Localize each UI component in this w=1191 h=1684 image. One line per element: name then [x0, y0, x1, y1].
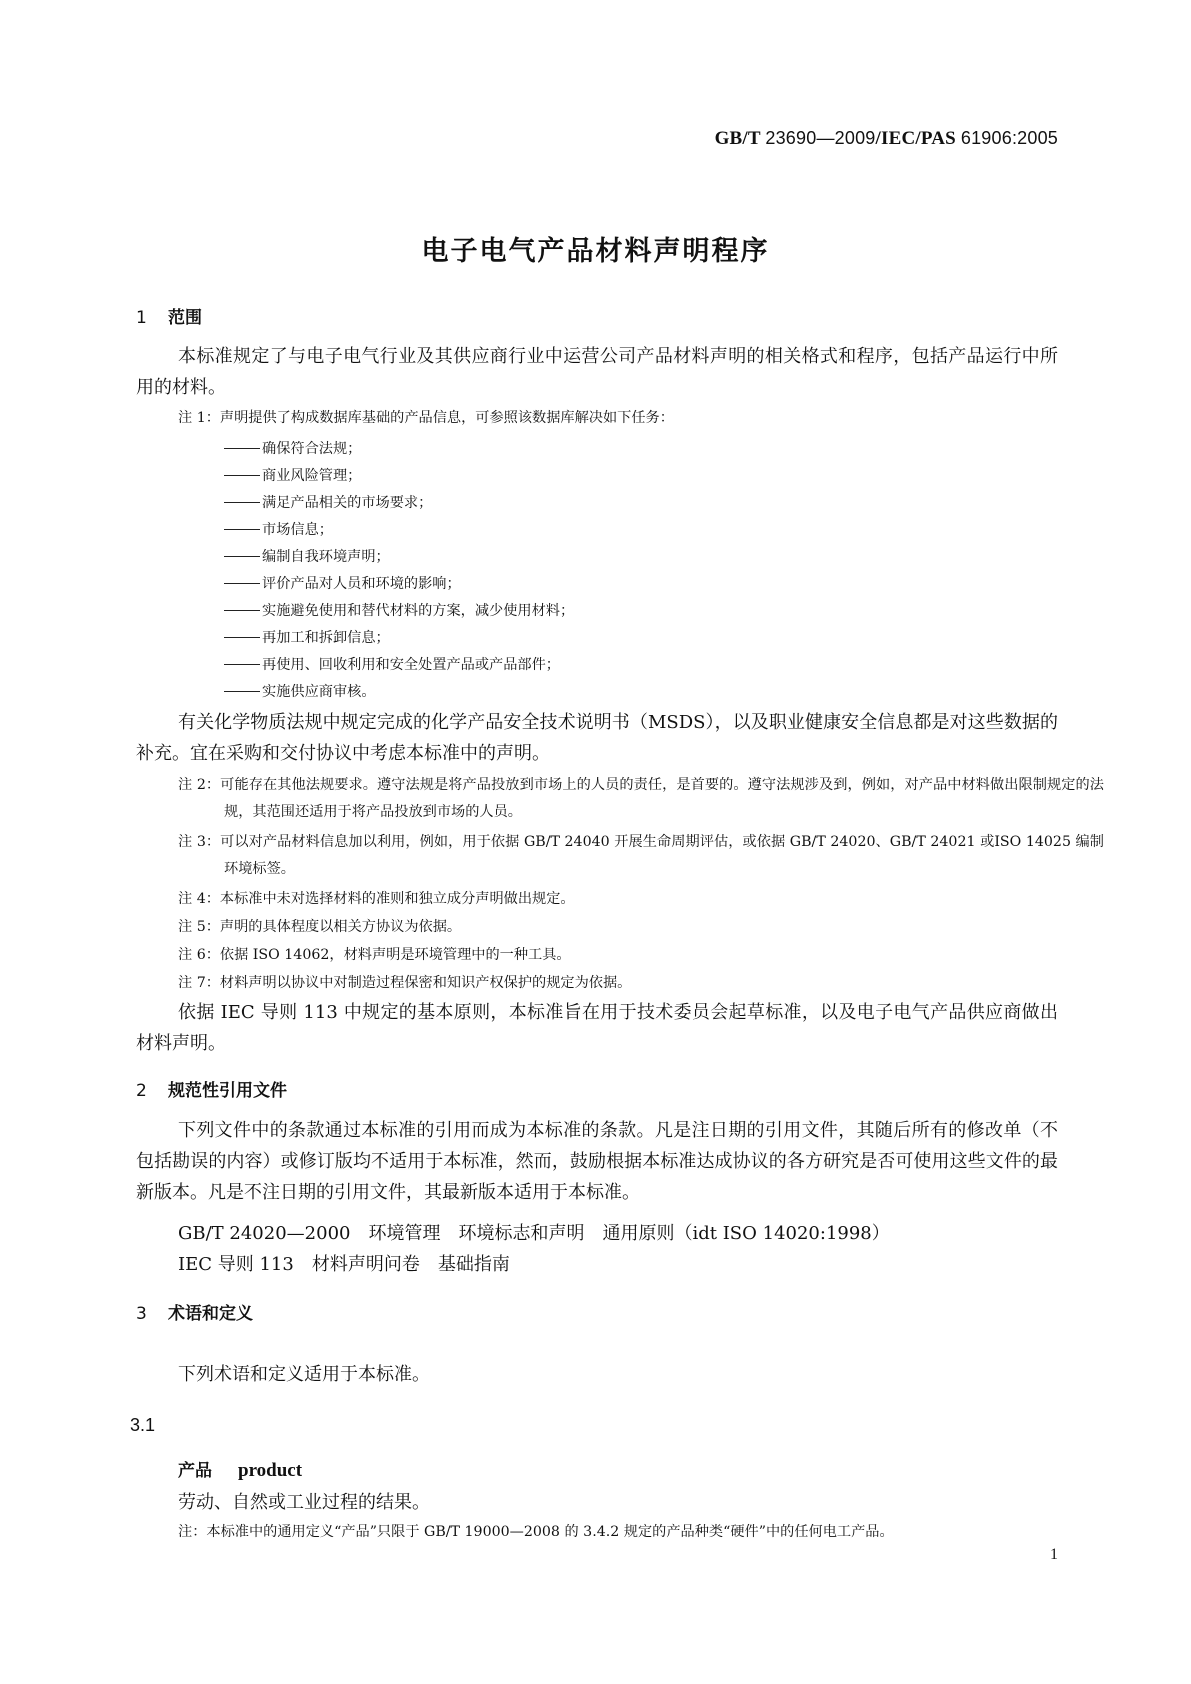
note-6: 注 6：依据 ISO 14062，材料声明是环境管理中的一种工具。: [178, 947, 571, 963]
document-title: 电子电气产品材料声明程序: [421, 236, 770, 267]
note-1-item: 再使用、回收利用和安全处置产品或产品部件；: [224, 654, 560, 674]
standard-code-number: 23690—2009: [765, 128, 876, 148]
term-english: product: [238, 1460, 303, 1481]
section-1-heading: [136, 303, 202, 328]
section-1-number: 1: [136, 308, 147, 328]
note-1-item: 实施避免使用和替代材料的方案，减少使用材料；: [224, 600, 574, 620]
section-2-title: 规范性引用文件: [168, 1081, 287, 1101]
section-2-paragraph-1: 下列文件中的条款通过本标准的引用而成为本标准的条款。凡是注日期的引用文件，其随后所有的修改单（不包括勘误的内容）或修订版均不适用于本标准，然而，鼓励根据本标准达成协议的各方研究是否可使用这些文件的最新版本。凡是不注日期的引用文件，其最新版本适用于本标准。: [136, 1120, 1058, 1203]
section-3-title: 术语和定义: [168, 1304, 253, 1324]
section-3-heading: [136, 1299, 253, 1324]
section-1-paragraph-3: 依据 IEC 导则 113 中规定的基本原则，本标准旨在用于技术委员会起草标准，以及电子电气产品供应商做出材料声明。: [136, 1002, 1058, 1054]
note-1-item: 市场信息；: [224, 519, 333, 539]
section-1-paragraph-1: 本标准规定了与电子电气行业及其供应商行业中运营公司产品材料声明的相关格式和程序，包括产品运行中所用的材料。: [136, 346, 1058, 398]
normative-reference: GB/T 24020—2000 环境管理 环境标志和声明 通用原则（idt ISO 14020:1998）: [178, 1223, 890, 1244]
subclause-number: 3.1: [130, 1415, 156, 1435]
page-number: 1: [1050, 1546, 1058, 1563]
normative-reference: IEC 导则 113 材料声明问卷 基础指南: [178, 1254, 510, 1275]
note-2: 注 2：可能存在其他法规要求。遵守法规是将产品投放到市场上的人员的责任，是首要的。遵守法规涉及到，例如，对产品中材料做出限制规定的法规，其范围还适用于将产品投放到市场的人员。: [178, 777, 1104, 820]
note-7: 注 7：材料声明以协议中对制造过程保密和知识产权保护的规定为依据。: [178, 975, 632, 991]
note-1-item: 编制自我环境声明；: [224, 546, 390, 566]
section-2-number: 2: [136, 1081, 147, 1101]
standard-code-iec: /IEC/PAS: [875, 128, 956, 149]
section-2-heading: [136, 1076, 287, 1101]
note-1-item: 满足产品相关的市场要求；: [224, 492, 432, 512]
standard-code: [715, 128, 1058, 150]
note-1-item: 确保符合法规；: [224, 438, 361, 458]
section-3-number: 3: [136, 1304, 147, 1324]
term-note: 注：本标准中的通用定义“产品”只限于 GB/T 19000—2008 的 3.4.2 规定的产品种类“硬件”中的任何电工产品。: [178, 1524, 894, 1540]
section-1-title: 范围: [168, 308, 202, 328]
note-5: 注 5：声明的具体程度以相关方协议为依据。: [178, 919, 462, 935]
section-3-paragraph-1: 下列术语和定义适用于本标准。: [178, 1364, 430, 1385]
standard-code-iec-number: 61906:2005: [960, 128, 1058, 148]
term-chinese: 产品: [178, 1461, 212, 1481]
section-1-paragraph-2: 有关化学物质法规中规定完成的化学产品安全技术说明书（MSDS），以及职业健康安全信息都是对这些数据的补充。宜在采购和交付协议中考虑本标准中的声明。: [136, 712, 1058, 764]
note-4: 注 4：本标准中未对选择材料的准则和独立成分声明做出规定。: [178, 891, 575, 907]
note-1-item: 实施供应商审核。: [224, 681, 376, 701]
note-1-item: 商业风险管理；: [224, 465, 361, 485]
note-1-item: 再加工和拆卸信息；: [224, 627, 390, 647]
term-definition: 劳动、自然或工业过程的结果。: [178, 1492, 430, 1513]
term-entry: [178, 1456, 302, 1482]
standard-code-prefix: GB/T: [714, 128, 761, 149]
note-1: 注 1：声明提供了构成数据库基础的产品信息，可参照该数据库解决如下任务：: [178, 410, 674, 426]
note-1-item: 评价产品对人员和环境的影响；: [224, 573, 461, 593]
note-3: 注 3：可以对产品材料信息加以利用，例如，用于依据 GB/T 24040 开展生命周期评估，或依据 GB/T 24020、GB/T 24021 或ISO 14025 编制环境标签。: [178, 834, 1104, 877]
